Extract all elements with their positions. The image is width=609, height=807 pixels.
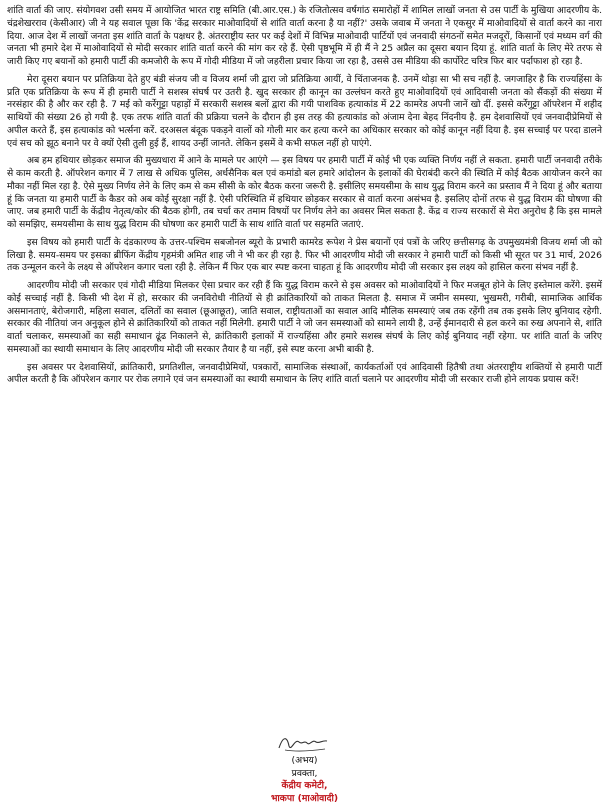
signatory-name: (अभय) — [291, 755, 318, 766]
paragraph-6: इस अवसर पर देशवासियों, क्रांतिकारी, प्रगतिशील, जनवादीप्रेमियों, पत्रकारों, सामाजिक संस्थाओं, कार्यकर्ताओं एवं आदिवासी हितैषी तथा अंतरराष्ट्रीय शक्तियों से हमारी पार्टी अपील करती है कि ऑपरेशन कगार पर रोक लगाने एवं जन समस्याओं का स्थायी समाधान के लिए शांति वार्ता चलाने पर आदरणीय मोदी जी सरकार राजी होने लायक प्रयास करें! — [7, 361, 602, 386]
signature-block — [0, 732, 609, 805]
paragraph-2: मेरा दूसरा बयान पर प्रतिक्रिया देते हुए बंडी संजय जी व विजय शर्मा जी द्वारा जो प्रतिक्रिया आयीं, वे चिंताजनक है. उनमें थोड़ा सा भी सच नहीं है. जगजाहिर है कि राज्यहिंसा के प्रति एक प्रतिक्रिया के रूप में ही हमारी पार्टी ने सशस्त्र संघर्ष पर उतरी है. खुद सरकार ही कानून का उल्लंघन करते हुए माओवादियों एवं आदिवासी जनता को सैंकड़ों की संख्या में नरसंहार की है और कर रही है. 7 मई को कर्रेगुट्टा पहाड़ों में सरकारी सशस्त्र बलों द्वारा की गयी पाशविक हत्याकांड में 22 कामरेड अपनी जानें खो दीं. इससे कर्रेगुट्टा ऑपरेशन में शहीद साथियों की संख्या 26 हो गयी है. एक तरफ शांति वार्ता की प्रक्रिया चलने के दौरान ही इस तरह की हत्याकांड को अंजाम देना बेहद निंदनीय है. हम देशवासियों एवं जनवादीप्रेमियों से अपील करते हैं, इस हत्याकांड को भर्त्सना करें. दरअसल बंदूक पकड़ने वालों को गोली मार कर हत्या करने का अधिकार सरकार को कोई कानून नहीं दिया है. इस सच्चाई पर परदा डालने एवं सच को झूठ बनाने पर वे क्यों ऐसी तुली हुई हैं, शायद उन्हीं जानते. लेकिन इसमें वे कभी सफल नहीं हो पाएंगे. — [7, 73, 602, 149]
org-party: भाकपा (माओवादी) — [270, 792, 339, 804]
org-committee: केंद्रीय कमेटी, — [281, 780, 328, 791]
signatory-title: प्रवक्ता, — [291, 767, 318, 779]
paragraph-4: इस विषय को हमारी पार्टी के दंडकारण्य के उत्तर-पश्चिम सबजोनल ब्यूरो के प्रभारी कामरेड रूपेश ने प्रेस बयानों एवं पत्रों के जरिए छत्तीसगढ़ के उपमुख्यमंत्री विजय शर्मा जी को लिखा है. समय-समय पर इसका ब्रीफिंग केंद्रीय गृहमंत्री अमित शाह जी ने भी कर ही रहा है. फिर भी आदरणीय मोदी जी सरकार ने हमारी पार्टी को किसी भी सूरत पर 31 मार्च, 2026 तक उन्मूलन करने के लक्ष्य से ऑपरेशन कगार चला रही है. लेकिन मैं फिर एक बार स्पष्ट करना चाहता हूं कि आदरणीय मोदी जी सरकार इस लक्ष्य को हासिल करना संभव नहीं है. — [7, 236, 602, 274]
paragraph-5: आदरणीय मोदी जी सरकार एवं गोदी मीडिया मिलकर ऐसा प्रचार कर रही हैं कि युद्ध विराम करने से इस अवसर को माओवादियों ने फिर मजबूत होने के लिए इस्तेमाल करेंगे. इसमें कोई सच्चाई नहीं है. किसी भी देश में हो, सरकार की जनविरोधी नीतियों से ही क्रांतिकारियों को ताकत मिलता है. समाज में जमीन समस्या, भुखमरी, गरीबी, सामाजिक आर्थिक असमानताएं, बेरोजगारी, महिला सवाल, दलितों का सवाल (छूआछूत), जाति सवाल, राष्ट्रीयताओं का सवाल आदि मौलिक समस्याएं जब तक रहेंगी तब तक इसके लिए बुनियाद रहेगी. सरकार की नीतियां जन अनुकूल होने से क्रांतिकारियों को ताकत नहीं मिलेगी. हमारी पार्टी ने जो जन समस्याओं को सामने लायी है, उन्हें ईमानदारी से हल करने का रुख अपनाने से, शांति वार्ता चलाकर, समस्याओं का सही समाधान ढूंढ निकालने से, क्रांतिकारी इलाकों में राज्यहिंसा और हमारे सशस्त्र संघर्ष के लिए कोई बुनियाद नहीं रहेगा. पर शांति वार्ता के जरिए समस्याओं का स्थायी समाधान के लिए आदरणीय मोदी जी सरकार तैयार है या नहीं, इसे स्पष्ट करना अभी बाकी है. — [7, 280, 602, 355]
paragraph-1: शांति वार्ता की जाए. संयोगवश उसी समय में आयोजित भारत राष्ट्र समिति (बी.आर.एस.) के रजितोत्सव वर्षगांठ समारोहों में शामिल लाखों जनता से उस पार्टी के मुखिया आदरणीय के. चंद्रशेखरराव (केसीआर) जी ने यह सवाल पूछा कि 'केंद्र सरकार माओवादियों से शांति वार्ता करना है या नहीं?' उसके जवाब में जनता ने एकसुर में माओवादियों से वार्ता करने का नारा दिया. आज देश में लाखों जनता इस शांति वार्ता के पक्षधर है. अंतरराष्ट्रीय स्तर पर कई देशों में विभिन्न माओवादी पार्टियों एवं जनवादी संगठनों समेत मजदूरों, किसानों एवं मध्यम वर्ग की जनता भी हमारे देश में माओवादियों से मोदी सरकार शांति वार्ता करने की मांग कर रहे हैं. ऐसी पृष्ठभूमि में ही मैं ने 25 अप्रैल का दूसरा बयान दिया हूं. शांति वार्ता के लिए मेरे तरफ से जारी किए गए बयानों को हमारी पार्टी की कमजोरी के रूप में गोदी मीडिया में जो जहरीला प्रचार किया जा रहा है, उससे उस मीडिया की कार्पोरेट चरित्र फिर बार पर्दाफाश हो रहा है. — [7, 5, 602, 67]
paragraph-3: अब हम हथियार छोड़कर समाज की मुख्यधारा में आने के मामले पर आएंगे — इस विषय पर हमारी पार्टी में कोई भी एक व्यक्ति निर्णय नहीं ले सकता. हमारी पार्टी जनवादी तरीके से काम करती है. ऑपरेशन कगार में 7 लाख से अधिक पुलिस, अर्धसैनिक बल एवं कमांडो बल हमारे आंदोलन के इलाकों की घेराबंदी करने की स्थिति में कोई बैठक आयोजन करने का मौका नहीं मिल रहा है. ऐसे मुख्य निर्णय लेने के लिए कम से कम सीसी के कोर बैठक करना जरूरी है. इसीलिए समयसीमा के साथ युद्ध विराम करने का प्रस्ताव मैं ने दिया हूं और बताया हूं कि जनता या हमारी पार्टी के कैडर को अब कोई सुरक्षा नहीं है. ऐसी परिस्थिति में हथियार छोड़कर सरकार से वार्ता करना असंभव है. इसलिए दोनों तरफ से युद्ध विराम की घोषणा की जाए. जब हमारी पार्टी के केंद्रीय नेतृत्व/कोर की बैठक होगी, तब चर्चा कर तमाम विषयों पर निर्णय लेने का अवसर मिल सकता है. केंद्र व राज्य सरकारों से मेरा अनुरोध है कि इस मामले को समझिए, समयसीमा के साथ युद्ध विराम की घोषणा कर हमारी पार्टी के साथ शांति वार्ता पर सहमति जताएं. — [7, 155, 602, 230]
handwritten-signature — [275, 732, 335, 754]
